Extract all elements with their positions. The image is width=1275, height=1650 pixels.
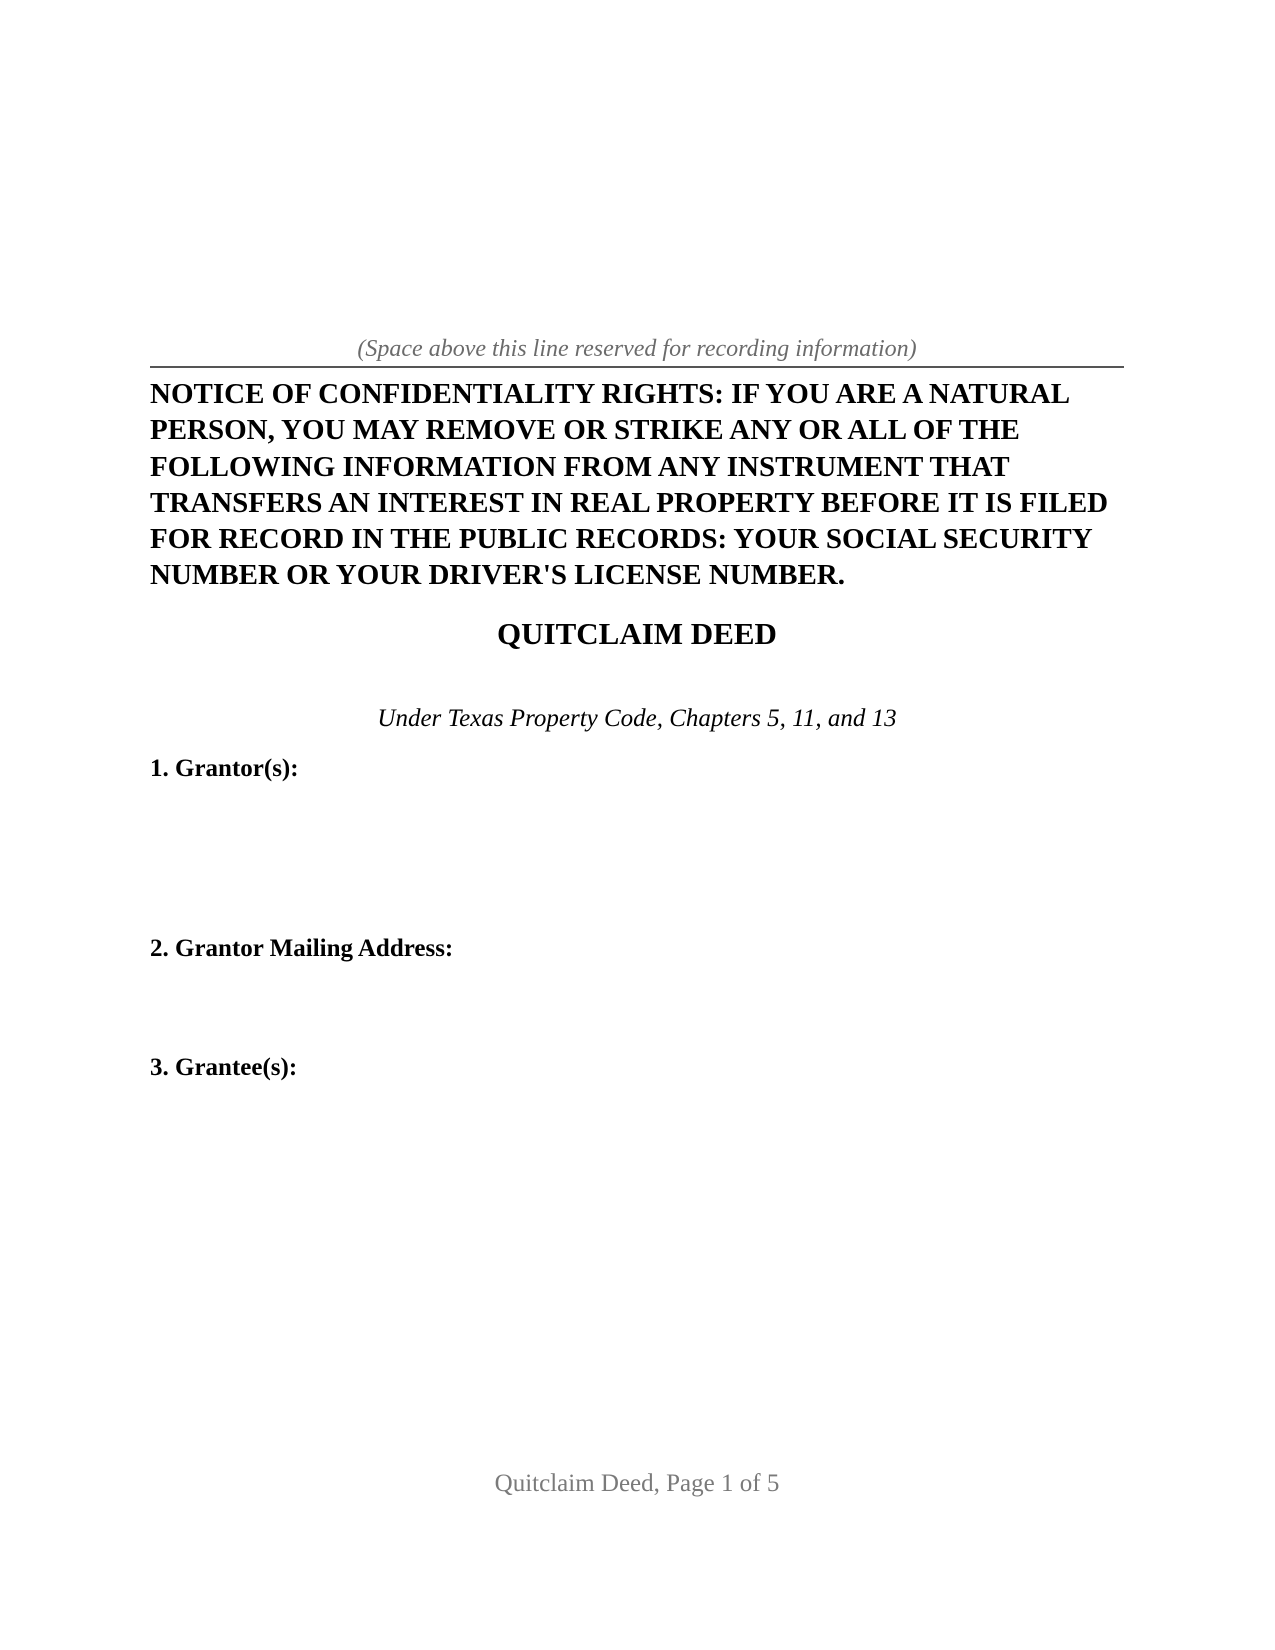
confidentiality-notice: NOTICE OF CONFIDENTIALITY RIGHTS: IF YOU ARE A NATURAL PERSON, YOU MAY REMOVE OR STRIKE ANY OR ALL OF THE FOLLOWING INFORMATION FROM ANY INSTRUMENT THAT TRANSFERS AN INTEREST IN REAL PROPERTY BEFORE IT IS FILED FOR RECORD IN THE PUBLIC RECORDS: YOUR SOCIAL SECURITY NUMBER OR YOUR DRIVER'S LICENSE NUMBER. <box>150 378 1109 592</box>
section-grantee-label: 3. Grantee(s): <box>150 1054 298 1081</box>
section-grantor-label: 1. Grantor(s): <box>150 755 299 782</box>
page-footer: Quitclaim Deed, Page 1 of 5 <box>494 1470 780 1497</box>
section-grantor-mailing-address-label: 2. Grantor Mailing Address: <box>150 935 454 962</box>
recording-divider-line <box>150 366 1124 368</box>
recording-space-note: (Space above this line reserved for recording information) <box>357 336 917 362</box>
document-subtitle: Under Texas Property Code, Chapters 5, 11, and 13 <box>377 705 897 732</box>
document-title: QUITCLAIM DEED <box>497 616 777 651</box>
